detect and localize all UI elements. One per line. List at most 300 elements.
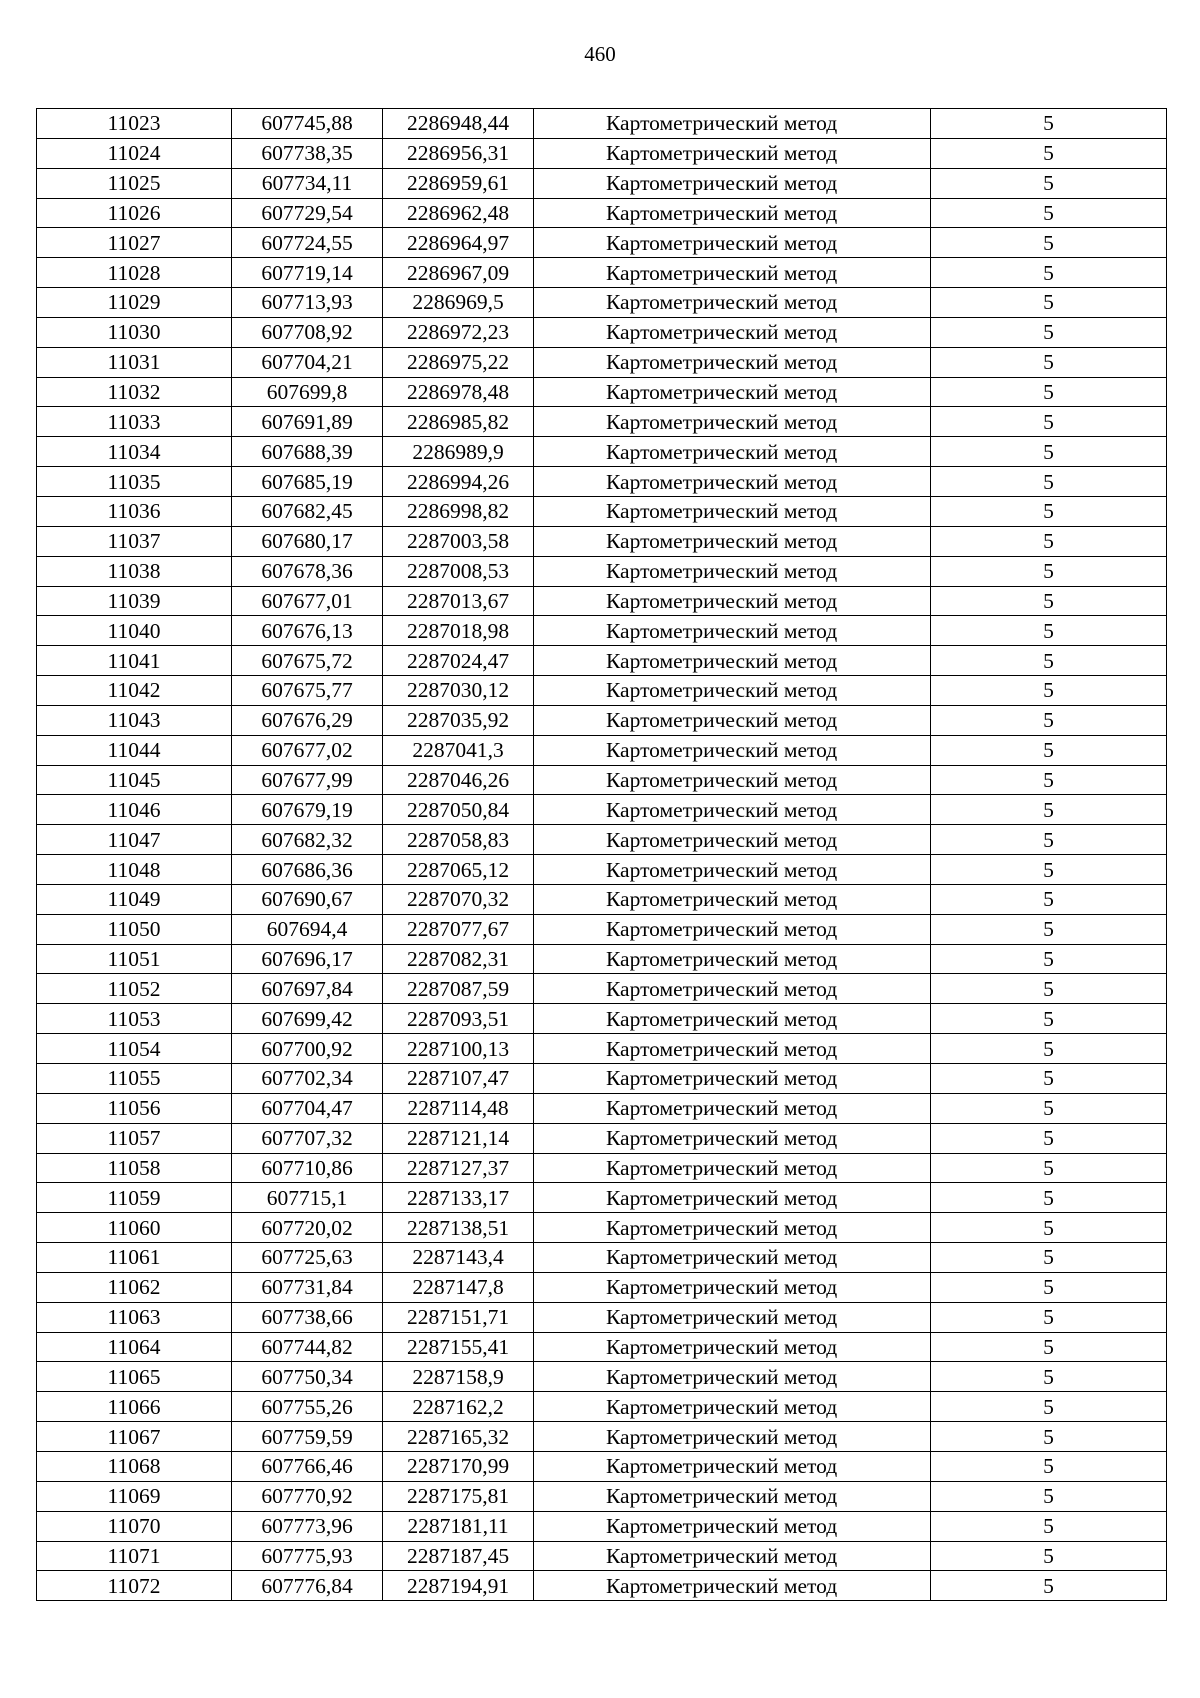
method-cell: Картометрический метод (534, 317, 931, 347)
point-number-cell: 11054 (37, 1034, 232, 1064)
point-number-cell: 11024 (37, 138, 232, 168)
y-coordinate-cell: 2287058,83 (383, 825, 534, 855)
y-coordinate-cell: 2287018,98 (383, 616, 534, 646)
point-number-cell: 11033 (37, 407, 232, 437)
y-coordinate-cell: 2287024,47 (383, 646, 534, 676)
x-coordinate-cell: 607686,36 (232, 855, 383, 885)
table-row (37, 795, 1167, 825)
accuracy-cell: 5 (931, 1064, 1167, 1094)
accuracy-cell: 5 (931, 138, 1167, 168)
x-coordinate-cell: 607677,01 (232, 586, 383, 616)
x-coordinate-cell: 607696,17 (232, 944, 383, 974)
x-coordinate-cell: 607679,19 (232, 795, 383, 825)
x-coordinate-cell: 607699,8 (232, 377, 383, 407)
accuracy-cell: 5 (931, 526, 1167, 556)
method-cell: Картометрический метод (534, 407, 931, 437)
point-number-cell: 11040 (37, 616, 232, 646)
point-number-cell: 11023 (37, 109, 232, 139)
x-coordinate-cell: 607766,46 (232, 1451, 383, 1481)
point-number-cell: 11057 (37, 1123, 232, 1153)
accuracy-cell: 5 (931, 1392, 1167, 1422)
table-row (37, 1153, 1167, 1183)
table-row (37, 258, 1167, 288)
point-number-cell: 11055 (37, 1064, 232, 1094)
table-row (37, 1064, 1167, 1094)
point-number-cell: 11062 (37, 1272, 232, 1302)
point-number-cell: 11037 (37, 526, 232, 556)
point-number-cell: 11056 (37, 1093, 232, 1123)
x-coordinate-cell: 607675,77 (232, 676, 383, 706)
y-coordinate-cell: 2287133,17 (383, 1183, 534, 1213)
x-coordinate-cell: 607688,39 (232, 437, 383, 467)
x-coordinate-cell: 607707,32 (232, 1123, 383, 1153)
y-coordinate-cell: 2287082,31 (383, 944, 534, 974)
method-cell: Картометрический метод (534, 347, 931, 377)
accuracy-cell: 5 (931, 347, 1167, 377)
table-row (37, 407, 1167, 437)
accuracy-cell: 5 (931, 437, 1167, 467)
x-coordinate-cell: 607675,72 (232, 646, 383, 676)
accuracy-cell: 5 (931, 586, 1167, 616)
point-number-cell: 11050 (37, 914, 232, 944)
table-row (37, 138, 1167, 168)
method-cell: Картометрический метод (534, 467, 931, 497)
method-cell: Картометрический метод (534, 377, 931, 407)
table-row (37, 288, 1167, 318)
point-number-cell: 11049 (37, 884, 232, 914)
x-coordinate-cell: 607715,1 (232, 1183, 383, 1213)
accuracy-cell: 5 (931, 1272, 1167, 1302)
table-row (37, 467, 1167, 497)
method-cell: Картометрический метод (534, 825, 931, 855)
y-coordinate-cell: 2286969,5 (383, 288, 534, 318)
x-coordinate-cell: 607694,4 (232, 914, 383, 944)
y-coordinate-cell: 2287041,3 (383, 735, 534, 765)
point-number-cell: 11058 (37, 1153, 232, 1183)
y-coordinate-cell: 2286959,61 (383, 168, 534, 198)
table-row (37, 735, 1167, 765)
point-number-cell: 11030 (37, 317, 232, 347)
coordinates-table (36, 108, 1167, 1601)
table-row (37, 1034, 1167, 1064)
table-row (37, 646, 1167, 676)
x-coordinate-cell: 607776,84 (232, 1571, 383, 1601)
y-coordinate-cell: 2287013,67 (383, 586, 534, 616)
table-row (37, 1332, 1167, 1362)
method-cell: Картометрический метод (534, 944, 931, 974)
y-coordinate-cell: 2287170,99 (383, 1451, 534, 1481)
method-cell: Картометрический метод (534, 1004, 931, 1034)
point-number-cell: 11031 (37, 347, 232, 377)
page-number: 460 (584, 42, 616, 66)
method-cell: Картометрический метод (534, 556, 931, 586)
accuracy-cell: 5 (931, 1511, 1167, 1541)
accuracy-cell: 5 (931, 646, 1167, 676)
method-cell: Картометрический метод (534, 228, 931, 258)
x-coordinate-cell: 607704,21 (232, 347, 383, 377)
x-coordinate-cell: 607724,55 (232, 228, 383, 258)
point-number-cell: 11059 (37, 1183, 232, 1213)
table-row (37, 944, 1167, 974)
accuracy-cell: 5 (931, 1153, 1167, 1183)
method-cell: Картометрический метод (534, 884, 931, 914)
accuracy-cell: 5 (931, 317, 1167, 347)
x-coordinate-cell: 607770,92 (232, 1481, 383, 1511)
x-coordinate-cell: 607708,92 (232, 317, 383, 347)
point-number-cell: 11046 (37, 795, 232, 825)
y-coordinate-cell: 2286994,26 (383, 467, 534, 497)
accuracy-cell: 5 (931, 1004, 1167, 1034)
table-row (37, 1451, 1167, 1481)
y-coordinate-cell: 2287035,92 (383, 705, 534, 735)
accuracy-cell: 5 (931, 914, 1167, 944)
method-cell: Картометрический метод (534, 1511, 931, 1541)
method-cell: Картометрический метод (534, 855, 931, 885)
accuracy-cell: 5 (931, 168, 1167, 198)
point-number-cell: 11070 (37, 1511, 232, 1541)
table-row (37, 676, 1167, 706)
x-coordinate-cell: 607676,13 (232, 616, 383, 646)
accuracy-cell: 5 (931, 1183, 1167, 1213)
point-number-cell: 11047 (37, 825, 232, 855)
x-coordinate-cell: 607704,47 (232, 1093, 383, 1123)
table-row (37, 168, 1167, 198)
x-coordinate-cell: 607750,34 (232, 1362, 383, 1392)
accuracy-cell: 5 (931, 884, 1167, 914)
point-number-cell: 11026 (37, 198, 232, 228)
method-cell: Картометрический метод (534, 1392, 931, 1422)
method-cell: Картометрический метод (534, 1183, 931, 1213)
point-number-cell: 11065 (37, 1362, 232, 1392)
y-coordinate-cell: 2287046,26 (383, 765, 534, 795)
point-number-cell: 11039 (37, 586, 232, 616)
method-cell: Картометрический метод (534, 138, 931, 168)
method-cell: Картометрический метод (534, 676, 931, 706)
method-cell: Картометрический метод (534, 1422, 931, 1452)
point-number-cell: 11042 (37, 676, 232, 706)
method-cell: Картометрический метод (534, 258, 931, 288)
x-coordinate-cell: 607719,14 (232, 258, 383, 288)
accuracy-cell: 5 (931, 676, 1167, 706)
table-row (37, 914, 1167, 944)
x-coordinate-cell: 607677,02 (232, 735, 383, 765)
table-row (37, 1362, 1167, 1392)
y-coordinate-cell: 2287121,14 (383, 1123, 534, 1153)
method-cell: Картометрический метод (534, 288, 931, 318)
accuracy-cell: 5 (931, 1541, 1167, 1571)
point-number-cell: 11068 (37, 1451, 232, 1481)
accuracy-cell: 5 (931, 198, 1167, 228)
accuracy-cell: 5 (931, 1451, 1167, 1481)
y-coordinate-cell: 2287114,48 (383, 1093, 534, 1123)
y-coordinate-cell: 2287194,91 (383, 1571, 534, 1601)
point-number-cell: 11043 (37, 705, 232, 735)
table-row (37, 347, 1167, 377)
method-cell: Картометрический метод (534, 586, 931, 616)
y-coordinate-cell: 2287100,13 (383, 1034, 534, 1064)
method-cell: Картометрический метод (534, 168, 931, 198)
method-cell: Картометрический метод (534, 1034, 931, 1064)
method-cell: Картометрический метод (534, 1571, 931, 1601)
y-coordinate-cell: 2287003,58 (383, 526, 534, 556)
x-coordinate-cell: 607685,19 (232, 467, 383, 497)
table-row (37, 377, 1167, 407)
y-coordinate-cell: 2287158,9 (383, 1362, 534, 1392)
table-row (37, 855, 1167, 885)
method-cell: Картометрический метод (534, 198, 931, 228)
point-number-cell: 11052 (37, 974, 232, 1004)
point-number-cell: 11028 (37, 258, 232, 288)
x-coordinate-cell: 607691,89 (232, 407, 383, 437)
accuracy-cell: 5 (931, 1362, 1167, 1392)
point-number-cell: 11025 (37, 168, 232, 198)
method-cell: Картометрический метод (534, 616, 931, 646)
table-row (37, 437, 1167, 467)
y-coordinate-cell: 2287008,53 (383, 556, 534, 586)
accuracy-cell: 5 (931, 735, 1167, 765)
y-coordinate-cell: 2287030,12 (383, 676, 534, 706)
method-cell: Картометрический метод (534, 1332, 931, 1362)
y-coordinate-cell: 2287070,32 (383, 884, 534, 914)
method-cell: Картометрический метод (534, 974, 931, 1004)
x-coordinate-cell: 607682,32 (232, 825, 383, 855)
method-cell: Картометрический метод (534, 646, 931, 676)
y-coordinate-cell: 2287143,4 (383, 1243, 534, 1273)
accuracy-cell: 5 (931, 1093, 1167, 1123)
method-cell: Картометрический метод (534, 735, 931, 765)
method-cell: Картометрический метод (534, 1302, 931, 1332)
y-coordinate-cell: 2287087,59 (383, 974, 534, 1004)
table-row (37, 1541, 1167, 1571)
table-row (37, 228, 1167, 258)
accuracy-cell: 5 (931, 944, 1167, 974)
table-row (37, 496, 1167, 526)
table-row (37, 765, 1167, 795)
method-cell: Картометрический метод (534, 1123, 931, 1153)
point-number-cell: 11038 (37, 556, 232, 586)
x-coordinate-cell: 607697,84 (232, 974, 383, 1004)
y-coordinate-cell: 2287151,71 (383, 1302, 534, 1332)
accuracy-cell: 5 (931, 496, 1167, 526)
point-number-cell: 11027 (37, 228, 232, 258)
x-coordinate-cell: 607713,93 (232, 288, 383, 318)
y-coordinate-cell: 2286948,44 (383, 109, 534, 139)
x-coordinate-cell: 607682,45 (232, 496, 383, 526)
table-row (37, 198, 1167, 228)
method-cell: Картометрический метод (534, 1153, 931, 1183)
x-coordinate-cell: 607744,82 (232, 1332, 383, 1362)
method-cell: Картометрический метод (534, 1541, 931, 1571)
table-row (37, 556, 1167, 586)
accuracy-cell: 5 (931, 1213, 1167, 1243)
accuracy-cell: 5 (931, 407, 1167, 437)
table-row (37, 825, 1167, 855)
table-row (37, 1571, 1167, 1601)
method-cell: Картометрический метод (534, 496, 931, 526)
y-coordinate-cell: 2287155,41 (383, 1332, 534, 1362)
method-cell: Картометрический метод (534, 1243, 931, 1273)
table-row (37, 526, 1167, 556)
table-row (37, 1302, 1167, 1332)
x-coordinate-cell: 607755,26 (232, 1392, 383, 1422)
method-cell: Картометрический метод (534, 705, 931, 735)
point-number-cell: 11069 (37, 1481, 232, 1511)
x-coordinate-cell: 607773,96 (232, 1511, 383, 1541)
method-cell: Картометрический метод (534, 765, 931, 795)
table-row (37, 1243, 1167, 1273)
table-row (37, 109, 1167, 139)
method-cell: Картометрический метод (534, 1093, 931, 1123)
y-coordinate-cell: 2286964,97 (383, 228, 534, 258)
accuracy-cell: 5 (931, 705, 1167, 735)
method-cell: Картометрический метод (534, 795, 931, 825)
y-coordinate-cell: 2287181,11 (383, 1511, 534, 1541)
accuracy-cell: 5 (931, 1034, 1167, 1064)
x-coordinate-cell: 607729,54 (232, 198, 383, 228)
point-number-cell: 11045 (37, 765, 232, 795)
accuracy-cell: 5 (931, 1332, 1167, 1362)
accuracy-cell: 5 (931, 288, 1167, 318)
accuracy-cell: 5 (931, 1481, 1167, 1511)
x-coordinate-cell: 607680,17 (232, 526, 383, 556)
point-number-cell: 11061 (37, 1243, 232, 1273)
method-cell: Картометрический метод (534, 1213, 931, 1243)
point-number-cell: 11044 (37, 735, 232, 765)
x-coordinate-cell: 607677,99 (232, 765, 383, 795)
x-coordinate-cell: 607745,88 (232, 109, 383, 139)
y-coordinate-cell: 2287187,45 (383, 1541, 534, 1571)
y-coordinate-cell: 2287138,51 (383, 1213, 534, 1243)
y-coordinate-cell: 2286978,48 (383, 377, 534, 407)
point-number-cell: 11071 (37, 1541, 232, 1571)
accuracy-cell: 5 (931, 825, 1167, 855)
method-cell: Картометрический метод (534, 1451, 931, 1481)
x-coordinate-cell: 607676,29 (232, 705, 383, 735)
table-row (37, 974, 1167, 1004)
point-number-cell: 11067 (37, 1422, 232, 1452)
y-coordinate-cell: 2287127,37 (383, 1153, 534, 1183)
x-coordinate-cell: 607720,02 (232, 1213, 383, 1243)
x-coordinate-cell: 607678,36 (232, 556, 383, 586)
method-cell: Картометрический метод (534, 526, 931, 556)
y-coordinate-cell: 2287077,67 (383, 914, 534, 944)
x-coordinate-cell: 607734,11 (232, 168, 383, 198)
table-row (37, 1511, 1167, 1541)
accuracy-cell: 5 (931, 1243, 1167, 1273)
y-coordinate-cell: 2287165,32 (383, 1422, 534, 1452)
x-coordinate-cell: 607725,63 (232, 1243, 383, 1273)
accuracy-cell: 5 (931, 556, 1167, 586)
x-coordinate-cell: 607710,86 (232, 1153, 383, 1183)
accuracy-cell: 5 (931, 1571, 1167, 1601)
y-coordinate-cell: 2287147,8 (383, 1272, 534, 1302)
point-number-cell: 11053 (37, 1004, 232, 1034)
accuracy-cell: 5 (931, 1422, 1167, 1452)
y-coordinate-cell: 2286962,48 (383, 198, 534, 228)
y-coordinate-cell: 2287093,51 (383, 1004, 534, 1034)
method-cell: Картометрический метод (534, 1064, 931, 1094)
table-row (37, 1213, 1167, 1243)
table-row (37, 616, 1167, 646)
x-coordinate-cell: 607738,66 (232, 1302, 383, 1332)
table-row (37, 1272, 1167, 1302)
x-coordinate-cell: 607699,42 (232, 1004, 383, 1034)
accuracy-cell: 5 (931, 855, 1167, 885)
point-number-cell: 11051 (37, 944, 232, 974)
method-cell: Картометрический метод (534, 1362, 931, 1392)
method-cell: Картометрический метод (534, 1481, 931, 1511)
table-row (37, 1004, 1167, 1034)
x-coordinate-cell: 607775,93 (232, 1541, 383, 1571)
accuracy-cell: 5 (931, 258, 1167, 288)
table-row (37, 1123, 1167, 1153)
point-number-cell: 11066 (37, 1392, 232, 1422)
method-cell: Картометрический метод (534, 914, 931, 944)
accuracy-cell: 5 (931, 109, 1167, 139)
accuracy-cell: 5 (931, 228, 1167, 258)
accuracy-cell: 5 (931, 974, 1167, 1004)
table-row (37, 1093, 1167, 1123)
x-coordinate-cell: 607702,34 (232, 1064, 383, 1094)
accuracy-cell: 5 (931, 1302, 1167, 1332)
point-number-cell: 11029 (37, 288, 232, 318)
method-cell: Картометрический метод (534, 109, 931, 139)
y-coordinate-cell: 2286985,82 (383, 407, 534, 437)
method-cell: Картометрический метод (534, 1272, 931, 1302)
table-row (37, 705, 1167, 735)
table-row (37, 884, 1167, 914)
y-coordinate-cell: 2287162,2 (383, 1392, 534, 1422)
accuracy-cell: 5 (931, 795, 1167, 825)
point-number-cell: 11064 (37, 1332, 232, 1362)
y-coordinate-cell: 2286956,31 (383, 138, 534, 168)
y-coordinate-cell: 2286975,22 (383, 347, 534, 377)
y-coordinate-cell: 2286989,9 (383, 437, 534, 467)
x-coordinate-cell: 607759,59 (232, 1422, 383, 1452)
table-row (37, 586, 1167, 616)
y-coordinate-cell: 2287175,81 (383, 1481, 534, 1511)
y-coordinate-cell: 2286998,82 (383, 496, 534, 526)
accuracy-cell: 5 (931, 467, 1167, 497)
point-number-cell: 11041 (37, 646, 232, 676)
point-number-cell: 11034 (37, 437, 232, 467)
point-number-cell: 11035 (37, 467, 232, 497)
table-row (37, 317, 1167, 347)
x-coordinate-cell: 607700,92 (232, 1034, 383, 1064)
accuracy-cell: 5 (931, 1123, 1167, 1153)
point-number-cell: 11072 (37, 1571, 232, 1601)
point-number-cell: 11060 (37, 1213, 232, 1243)
x-coordinate-cell: 607690,67 (232, 884, 383, 914)
point-number-cell: 11048 (37, 855, 232, 885)
table-row (37, 1183, 1167, 1213)
y-coordinate-cell: 2286967,09 (383, 258, 534, 288)
y-coordinate-cell: 2287065,12 (383, 855, 534, 885)
coordinates-table-body (37, 109, 1167, 1601)
x-coordinate-cell: 607731,84 (232, 1272, 383, 1302)
accuracy-cell: 5 (931, 765, 1167, 795)
y-coordinate-cell: 2286972,23 (383, 317, 534, 347)
accuracy-cell: 5 (931, 616, 1167, 646)
table-row (37, 1481, 1167, 1511)
point-number-cell: 11036 (37, 496, 232, 526)
y-coordinate-cell: 2287107,47 (383, 1064, 534, 1094)
x-coordinate-cell: 607738,35 (232, 138, 383, 168)
point-number-cell: 11032 (37, 377, 232, 407)
point-number-cell: 11063 (37, 1302, 232, 1332)
table-row (37, 1422, 1167, 1452)
accuracy-cell: 5 (931, 377, 1167, 407)
